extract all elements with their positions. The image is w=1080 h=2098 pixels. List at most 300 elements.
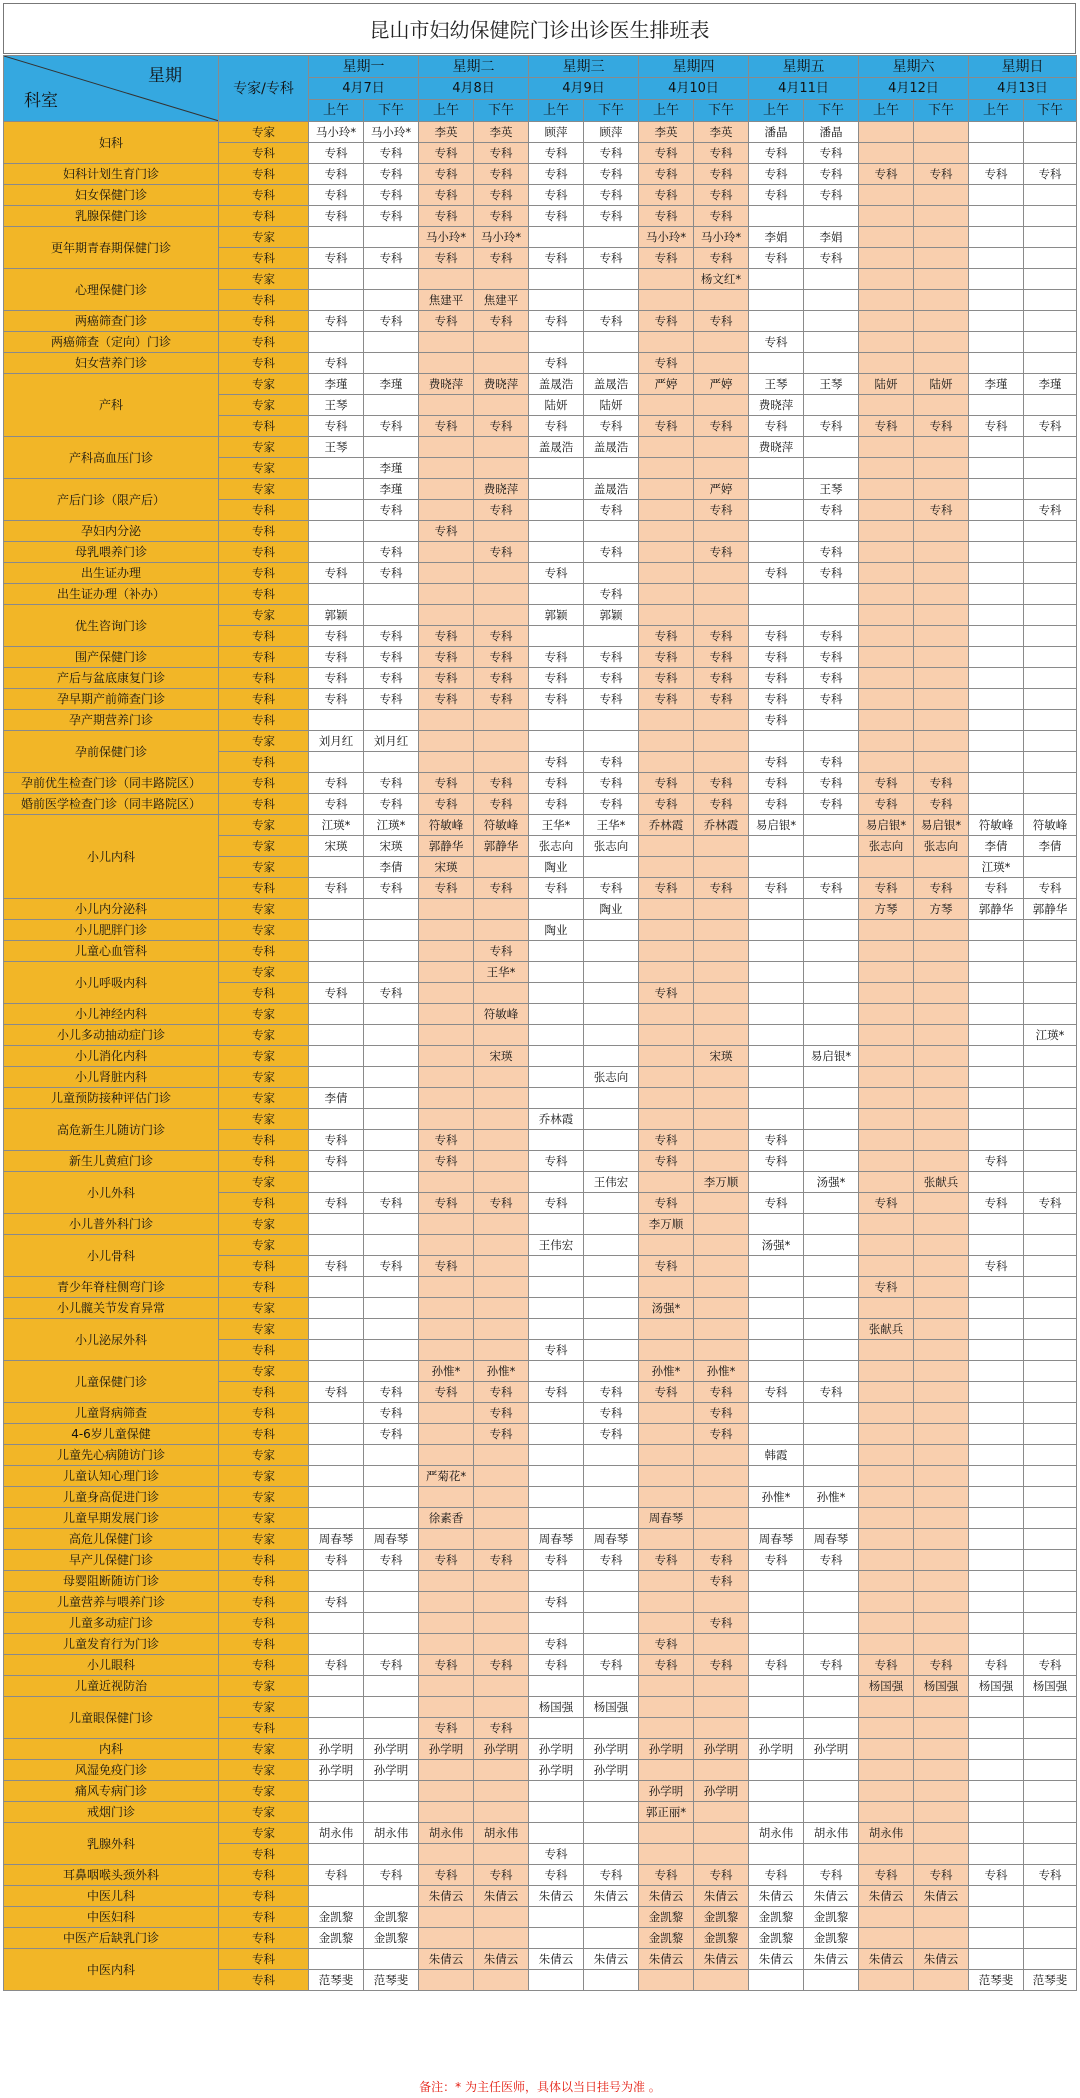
schedule-cell xyxy=(474,395,529,416)
schedule-cell xyxy=(969,1571,1024,1592)
schedule-cell xyxy=(859,920,914,941)
schedule-cell xyxy=(804,1781,859,1802)
corner-department-label: 科室 xyxy=(24,91,58,111)
schedule-cell xyxy=(914,395,969,416)
department-name: 风湿免疫门诊 xyxy=(4,1760,219,1781)
table-row xyxy=(4,1004,1077,1025)
schedule-cell xyxy=(1024,731,1077,752)
schedule-cell xyxy=(859,1697,914,1718)
schedule-cell xyxy=(969,1718,1024,1739)
schedule-cell xyxy=(914,1592,969,1613)
schedule-cell xyxy=(309,269,364,290)
schedule-cell: 专科 xyxy=(419,206,474,227)
schedule-cell: 李瑾 xyxy=(364,458,419,479)
schedule-cell xyxy=(969,962,1024,983)
schedule-cell: 杨文红* xyxy=(694,269,749,290)
schedule-cell: 宋瑛 xyxy=(419,857,474,878)
schedule-cell xyxy=(859,227,914,248)
schedule-cell xyxy=(859,185,914,206)
header-row-days xyxy=(4,56,1077,78)
schedule-cell xyxy=(914,290,969,311)
schedule-cell xyxy=(859,1298,914,1319)
schedule-cell: 专科 xyxy=(529,164,584,185)
schedule-cell: 专科 xyxy=(584,206,639,227)
table-row xyxy=(4,1739,1077,1760)
schedule-cell xyxy=(474,1844,529,1865)
schedule-cell: 胡永伟 xyxy=(364,1823,419,1844)
schedule-cell xyxy=(364,332,419,353)
table-row xyxy=(4,563,1077,584)
schedule-cell: 周春琴 xyxy=(639,1508,694,1529)
schedule-cell xyxy=(364,521,419,542)
schedule-cell: 专科 xyxy=(749,710,804,731)
schedule-cell: 专科 xyxy=(749,689,804,710)
schedule-cell xyxy=(859,1592,914,1613)
schedule-cell: 专科 xyxy=(859,773,914,794)
schedule-cell xyxy=(639,290,694,311)
clinic-type: 专科 xyxy=(219,1550,309,1571)
schedule-cell: 张志向 xyxy=(529,836,584,857)
schedule-cell xyxy=(419,353,474,374)
schedule-cell: 专科 xyxy=(364,143,419,164)
schedule-cell: 专科 xyxy=(419,248,474,269)
schedule-cell xyxy=(804,206,859,227)
schedule-cell: 专科 xyxy=(639,164,694,185)
clinic-type: 专家 xyxy=(219,836,309,857)
schedule-cell xyxy=(969,269,1024,290)
department-name: 儿童先心病随访门诊 xyxy=(4,1445,219,1466)
schedule-cell xyxy=(639,752,694,773)
clinic-type: 专科 xyxy=(219,1907,309,1928)
schedule-cell xyxy=(969,1067,1024,1088)
schedule-cell xyxy=(419,1781,474,1802)
schedule-cell xyxy=(1024,1886,1077,1907)
schedule-cell xyxy=(474,437,529,458)
schedule-cell xyxy=(749,1403,804,1424)
schedule-cell xyxy=(364,1487,419,1508)
schedule-cell: 马小玲* xyxy=(364,122,419,143)
schedule-cell xyxy=(474,1781,529,1802)
schedule-cell xyxy=(309,1067,364,1088)
schedule-cell xyxy=(1024,1928,1077,1949)
schedule-cell xyxy=(309,1361,364,1382)
clinic-type: 专家 xyxy=(219,479,309,500)
schedule-cell xyxy=(694,1592,749,1613)
table-row xyxy=(4,1907,1077,1928)
schedule-cell xyxy=(474,1571,529,1592)
schedule-cell xyxy=(309,1340,364,1361)
schedule-cell: 专科 xyxy=(364,311,419,332)
schedule-cell xyxy=(694,1487,749,1508)
schedule-cell xyxy=(804,1193,859,1214)
schedule-cell xyxy=(914,185,969,206)
schedule-cell xyxy=(474,1130,529,1151)
schedule-cell xyxy=(694,1151,749,1172)
schedule-cell xyxy=(1024,1760,1077,1781)
schedule-cell xyxy=(749,1802,804,1823)
schedule-cell xyxy=(804,1004,859,1025)
schedule-cell xyxy=(749,1634,804,1655)
schedule-cell: 江瑛* xyxy=(364,815,419,836)
table-row xyxy=(4,899,1077,920)
schedule-cell xyxy=(474,1634,529,1655)
schedule-cell: 专科 xyxy=(914,878,969,899)
schedule-cell xyxy=(529,479,584,500)
schedule-cell: 专科 xyxy=(309,1550,364,1571)
schedule-cell xyxy=(1024,668,1077,689)
schedule-cell xyxy=(364,1025,419,1046)
schedule-cell xyxy=(639,521,694,542)
clinic-type: 专家 xyxy=(219,920,309,941)
schedule-cell: 孙学明 xyxy=(749,1739,804,1760)
schedule-cell: 周春琴 xyxy=(749,1529,804,1550)
schedule-cell xyxy=(529,1067,584,1088)
schedule-cell: 方琴 xyxy=(914,899,969,920)
schedule-cell: 专科 xyxy=(309,311,364,332)
schedule-cell xyxy=(749,899,804,920)
schedule-cell xyxy=(364,1676,419,1697)
clinic-type: 专家 xyxy=(219,731,309,752)
schedule-cell xyxy=(419,1907,474,1928)
schedule-cell: 专科 xyxy=(639,416,694,437)
schedule-cell xyxy=(914,1529,969,1550)
schedule-cell: 专科 xyxy=(419,1130,474,1151)
schedule-cell xyxy=(584,1235,639,1256)
schedule-cell xyxy=(529,1277,584,1298)
schedule-cell xyxy=(309,1235,364,1256)
schedule-cell xyxy=(969,1613,1024,1634)
schedule-cell xyxy=(364,1634,419,1655)
department-name: 妇科 xyxy=(4,122,219,164)
schedule-cell xyxy=(749,311,804,332)
schedule-cell xyxy=(529,1046,584,1067)
schedule-cell xyxy=(749,500,804,521)
schedule-cell: 专科 xyxy=(364,1193,419,1214)
schedule-cell xyxy=(914,1382,969,1403)
clinic-type: 专科 xyxy=(219,206,309,227)
clinic-type: 专家 xyxy=(219,458,309,479)
schedule-cell: 郭颖 xyxy=(529,605,584,626)
schedule-cell: 张志向 xyxy=(859,836,914,857)
day-name-header: 星期二 xyxy=(419,56,529,78)
schedule-cell: 专科 xyxy=(694,500,749,521)
schedule-cell: 朱倩云 xyxy=(804,1886,859,1907)
schedule-cell xyxy=(914,1256,969,1277)
schedule-cell xyxy=(309,1403,364,1424)
schedule-cell: 汤强* xyxy=(749,1235,804,1256)
schedule-cell: 专科 xyxy=(749,1655,804,1676)
clinic-type: 专科 xyxy=(219,647,309,668)
schedule-cell: 专科 xyxy=(419,1193,474,1214)
schedule-cell xyxy=(749,1844,804,1865)
table-row xyxy=(4,668,1077,689)
department-name: 孕妇内分泌 xyxy=(4,521,219,542)
schedule-cell xyxy=(1024,1109,1077,1130)
pm-header: 下午 xyxy=(694,100,749,122)
schedule-cell xyxy=(364,584,419,605)
day-name-header: 星期六 xyxy=(859,56,969,78)
schedule-cell: 专科 xyxy=(859,1193,914,1214)
table-row xyxy=(4,332,1077,353)
clinic-type: 专科 xyxy=(219,248,309,269)
schedule-cell: 孙学明 xyxy=(529,1739,584,1760)
schedule-cell: 专科 xyxy=(529,773,584,794)
department-name: 痛风专病门诊 xyxy=(4,1781,219,1802)
schedule-cell xyxy=(309,290,364,311)
schedule-cell: 朱倩云 xyxy=(639,1886,694,1907)
schedule-cell: 专科 xyxy=(474,878,529,899)
schedule-cell: 孙惟* xyxy=(804,1487,859,1508)
schedule-cell: 专科 xyxy=(749,416,804,437)
schedule-cell xyxy=(749,1697,804,1718)
schedule-cell xyxy=(1024,647,1077,668)
schedule-cell xyxy=(969,1529,1024,1550)
schedule-cell xyxy=(309,857,364,878)
schedule-cell: 专科 xyxy=(309,1655,364,1676)
schedule-cell xyxy=(969,1487,1024,1508)
schedule-cell xyxy=(804,1067,859,1088)
schedule-cell xyxy=(474,1760,529,1781)
clinic-type: 专家 xyxy=(219,1676,309,1697)
schedule-cell xyxy=(804,269,859,290)
schedule-cell: 专科 xyxy=(639,311,694,332)
schedule-cell: 朱倩云 xyxy=(584,1886,639,1907)
schedule-cell xyxy=(584,1193,639,1214)
schedule-cell: 专科 xyxy=(914,794,969,815)
schedule-cell: 朱倩云 xyxy=(859,1886,914,1907)
department-name: 妇女保健门诊 xyxy=(4,185,219,206)
schedule-cell: 专科 xyxy=(364,1382,419,1403)
schedule-cell: 马小玲* xyxy=(639,227,694,248)
schedule-cell: 专科 xyxy=(474,1550,529,1571)
schedule-cell xyxy=(749,1466,804,1487)
schedule-cell: 陶业 xyxy=(529,857,584,878)
schedule-cell: 金凯黎 xyxy=(309,1907,364,1928)
schedule-cell xyxy=(529,1508,584,1529)
schedule-cell xyxy=(749,836,804,857)
schedule-cell: 专科 xyxy=(474,206,529,227)
schedule-cell xyxy=(914,1487,969,1508)
schedule-cell xyxy=(584,1256,639,1277)
schedule-cell xyxy=(804,1760,859,1781)
schedule-cell xyxy=(804,1151,859,1172)
schedule-cell xyxy=(474,1592,529,1613)
schedule-cell xyxy=(419,920,474,941)
schedule-cell xyxy=(969,1634,1024,1655)
department-name: 儿童认知心理门诊 xyxy=(4,1466,219,1487)
schedule-cell: 孙学明 xyxy=(364,1760,419,1781)
department-name: 产后门诊（限产后） xyxy=(4,479,219,521)
schedule-cell xyxy=(1024,1004,1077,1025)
schedule-cell: 符敏峰 xyxy=(474,1004,529,1025)
schedule-cell: 专科 xyxy=(694,1571,749,1592)
schedule-cell xyxy=(309,710,364,731)
schedule-cell: 符敏峰 xyxy=(419,815,474,836)
schedule-cell xyxy=(419,1571,474,1592)
schedule-cell xyxy=(859,1970,914,1991)
schedule-cell xyxy=(529,1571,584,1592)
schedule-cell: 专科 xyxy=(969,164,1024,185)
schedule-cell xyxy=(914,1235,969,1256)
schedule-cell xyxy=(914,1193,969,1214)
schedule-cell: 专科 xyxy=(694,248,749,269)
schedule-cell xyxy=(694,1844,749,1865)
schedule-cell: 专科 xyxy=(804,1382,859,1403)
schedule-cell xyxy=(859,1088,914,1109)
schedule-cell xyxy=(969,983,1024,1004)
schedule-cell: 专科 xyxy=(639,1151,694,1172)
schedule-cell xyxy=(749,1340,804,1361)
schedule-cell xyxy=(969,1004,1024,1025)
schedule-cell: 专科 xyxy=(529,1193,584,1214)
schedule-cell: 王伟宏 xyxy=(584,1172,639,1193)
schedule-cell xyxy=(859,584,914,605)
schedule-cell: 专科 xyxy=(419,311,474,332)
schedule-cell xyxy=(529,1130,584,1151)
schedule-cell xyxy=(859,1151,914,1172)
schedule-cell: 朱倩云 xyxy=(859,1949,914,1970)
schedule-cell xyxy=(859,1907,914,1928)
schedule-cell: 金凯黎 xyxy=(309,1928,364,1949)
table-row xyxy=(4,1508,1077,1529)
schedule-cell: 专科 xyxy=(749,143,804,164)
schedule-cell: 陶业 xyxy=(584,899,639,920)
schedule-cell xyxy=(914,1004,969,1025)
schedule-cell xyxy=(474,1025,529,1046)
schedule-cell xyxy=(1024,1739,1077,1760)
department-name: 中医妇科 xyxy=(4,1907,219,1928)
schedule-cell: 专科 xyxy=(309,206,364,227)
schedule-table xyxy=(3,55,1077,1991)
schedule-cell xyxy=(419,1592,474,1613)
schedule-cell xyxy=(419,458,474,479)
schedule-cell xyxy=(804,1697,859,1718)
schedule-cell: 宋瑛 xyxy=(694,1046,749,1067)
schedule-cell xyxy=(969,1949,1024,1970)
schedule-cell xyxy=(969,521,1024,542)
schedule-cell: 专科 xyxy=(419,878,474,899)
department-name: 心理保健门诊 xyxy=(4,269,219,311)
table-row xyxy=(4,1760,1077,1781)
schedule-cell: 专科 xyxy=(969,1151,1024,1172)
schedule-cell xyxy=(474,584,529,605)
schedule-cell: 专科 xyxy=(584,185,639,206)
table-row xyxy=(4,815,1077,836)
schedule-cell: 王华* xyxy=(474,962,529,983)
schedule-cell xyxy=(804,584,859,605)
schedule-cell xyxy=(584,1277,639,1298)
schedule-cell xyxy=(694,1802,749,1823)
schedule-cell xyxy=(364,1088,419,1109)
schedule-cell xyxy=(859,626,914,647)
schedule-cell xyxy=(419,1613,474,1634)
schedule-cell xyxy=(309,1718,364,1739)
schedule-cell xyxy=(804,290,859,311)
schedule-cell xyxy=(584,941,639,962)
schedule-cell xyxy=(1024,1613,1077,1634)
schedule-cell xyxy=(914,1781,969,1802)
schedule-cell xyxy=(694,752,749,773)
schedule-cell xyxy=(364,605,419,626)
schedule-cell xyxy=(859,1340,914,1361)
schedule-cell xyxy=(364,962,419,983)
type-column-header: 专家/专科 xyxy=(219,56,309,122)
schedule-cell xyxy=(639,1235,694,1256)
schedule-cell xyxy=(749,605,804,626)
schedule-cell xyxy=(914,1088,969,1109)
schedule-cell xyxy=(474,983,529,1004)
clinic-type: 专科 xyxy=(219,1151,309,1172)
schedule-cell: 陶业 xyxy=(529,920,584,941)
schedule-cell: 王琴 xyxy=(749,374,804,395)
schedule-cell xyxy=(1024,1697,1077,1718)
schedule-cell: 金凯黎 xyxy=(804,1907,859,1928)
schedule-cell xyxy=(584,920,639,941)
day-date-header: 4月12日 xyxy=(859,78,969,100)
schedule-cell: 朱倩云 xyxy=(584,1949,639,1970)
schedule-cell: 专科 xyxy=(639,1550,694,1571)
schedule-cell xyxy=(364,1214,419,1235)
schedule-cell xyxy=(529,1718,584,1739)
schedule-cell xyxy=(859,1382,914,1403)
schedule-cell xyxy=(969,689,1024,710)
schedule-cell xyxy=(749,290,804,311)
schedule-cell: 专科 xyxy=(694,1655,749,1676)
schedule-cell xyxy=(859,311,914,332)
schedule-cell xyxy=(969,500,1024,521)
schedule-cell xyxy=(859,269,914,290)
schedule-cell xyxy=(364,1130,419,1151)
clinic-type: 专家 xyxy=(219,899,309,920)
schedule-cell: 汤强* xyxy=(639,1298,694,1319)
schedule-cell xyxy=(529,542,584,563)
table-row xyxy=(4,122,1077,143)
schedule-cell xyxy=(969,1340,1024,1361)
schedule-cell xyxy=(694,1256,749,1277)
schedule-cell xyxy=(804,1025,859,1046)
schedule-cell xyxy=(914,542,969,563)
table-body xyxy=(4,122,1077,1991)
schedule-cell: 专科 xyxy=(474,311,529,332)
schedule-cell xyxy=(419,731,474,752)
schedule-cell xyxy=(694,1088,749,1109)
schedule-cell: 专科 xyxy=(309,563,364,584)
schedule-cell: 专科 xyxy=(859,164,914,185)
day-name-header: 星期三 xyxy=(529,56,639,78)
schedule-cell xyxy=(474,752,529,773)
schedule-cell: 专科 xyxy=(474,794,529,815)
schedule-cell xyxy=(639,479,694,500)
department-name: 出生证办理（补办） xyxy=(4,584,219,605)
schedule-cell: 专科 xyxy=(364,773,419,794)
department-name: 高危新生儿随访门诊 xyxy=(4,1109,219,1151)
schedule-cell xyxy=(419,899,474,920)
schedule-cell: 严婷 xyxy=(694,479,749,500)
day-name-header: 星期日 xyxy=(969,56,1077,78)
schedule-cell: 专科 xyxy=(639,353,694,374)
department-name: 两癌筛查门诊 xyxy=(4,311,219,332)
schedule-cell xyxy=(914,227,969,248)
schedule-cell: 马小玲* xyxy=(474,227,529,248)
schedule-cell xyxy=(584,857,639,878)
table-row xyxy=(4,164,1077,185)
schedule-cell: 专科 xyxy=(584,311,639,332)
schedule-cell: 专科 xyxy=(914,773,969,794)
schedule-cell xyxy=(1024,1445,1077,1466)
schedule-cell: 专科 xyxy=(749,164,804,185)
schedule-cell: 孙学明 xyxy=(364,1739,419,1760)
table-row xyxy=(4,479,1077,500)
